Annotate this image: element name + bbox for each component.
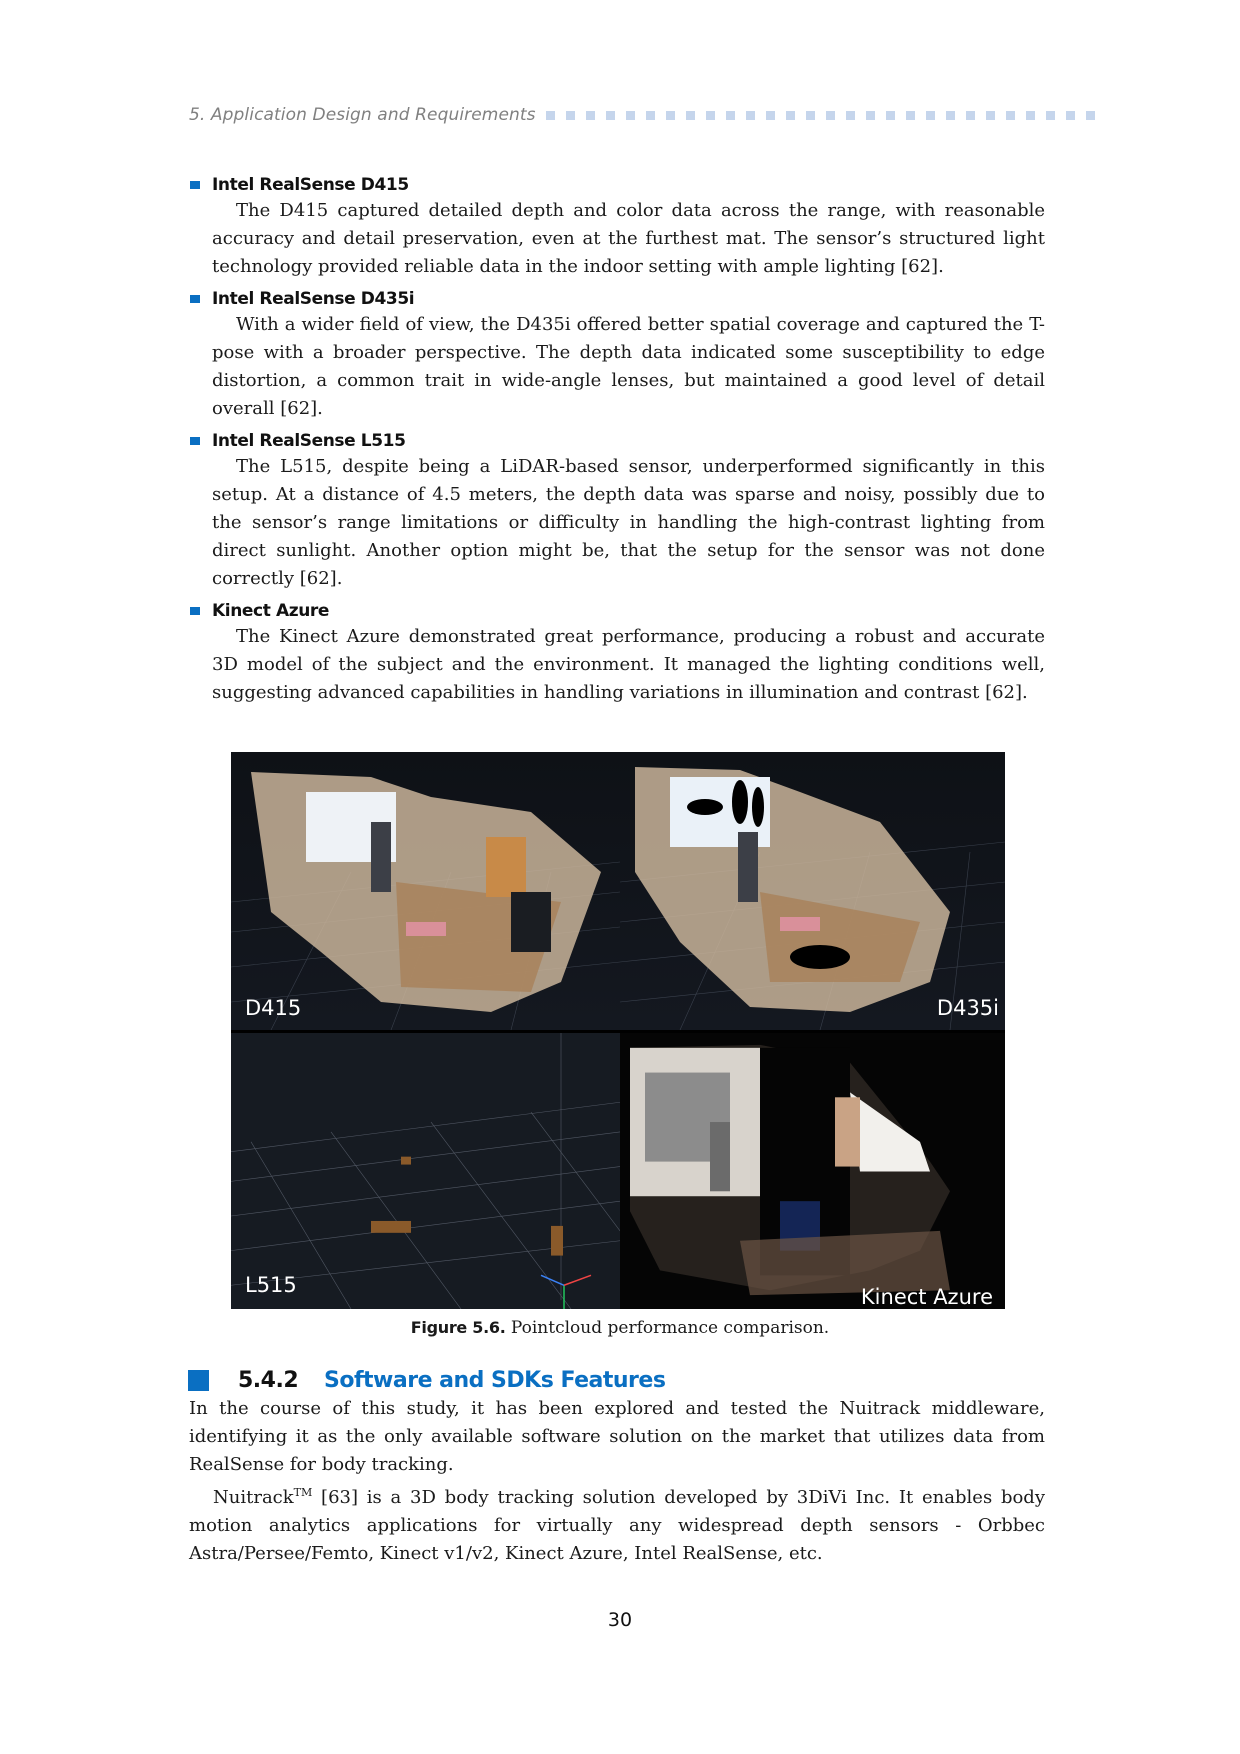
header-dot (746, 111, 755, 120)
item-title: Intel RealSense D415 (212, 175, 409, 195)
pointcloud-render-d435i (620, 752, 1005, 1030)
header-dot (586, 111, 595, 120)
header-dot (986, 111, 995, 120)
header-dot (546, 111, 555, 120)
square-bullet-icon (190, 295, 200, 303)
header-dot (866, 111, 875, 120)
square-bullet-icon (190, 181, 200, 189)
figure-panel-l515 (231, 1030, 620, 1309)
list-item-kinect-azure (189, 599, 1045, 707)
header-dot (686, 111, 695, 120)
figure-panel-kinect-azure (620, 1030, 1005, 1309)
header-dot (806, 111, 815, 120)
header-dot (826, 111, 835, 120)
list-item-d435i (189, 287, 1045, 423)
header-dot (1066, 111, 1075, 120)
item-body: With a wider field of view, the D435i offered better spatial coverage and captured the T-pose with a broader perspective. The depth data indicated some susceptibility to edge distortion, a common trait in wide-angle lenses, but maintained a good level of detail overall [62]. (212, 314, 1045, 419)
running-title: 5. Application Design and Requirements (189, 105, 536, 125)
item-title: Intel RealSense D435i (212, 289, 415, 309)
section-title: Software and SDKs Features (324, 1368, 666, 1393)
panel-label: L515 (245, 1273, 297, 1297)
paragraph-prefix: Nuitrack (213, 1487, 294, 1508)
figure-caption (0, 1318, 1240, 1338)
figure-caption-label: Figure 5.6. (410, 1318, 506, 1337)
header-dot (846, 111, 855, 120)
header-dot (566, 111, 575, 120)
header-dot (926, 111, 935, 120)
header-dot (666, 111, 675, 120)
running-header (189, 100, 1240, 130)
header-dot (626, 111, 635, 120)
header-dot (766, 111, 775, 120)
header-dot (1026, 111, 1035, 120)
panel-label: Kinect Azure (860, 1285, 993, 1309)
header-dot (1006, 111, 1015, 120)
header-dot (726, 111, 735, 120)
section-square-icon (188, 1370, 209, 1391)
paragraph (189, 1479, 1045, 1568)
panel-label: D415 (245, 996, 302, 1020)
header-dot-rule (546, 111, 1095, 120)
header-dot (786, 111, 795, 120)
header-dot (1046, 111, 1055, 120)
header-dot (706, 111, 715, 120)
pointcloud-render-kinect-azure (620, 1033, 1005, 1309)
panel-label: D435i (936, 996, 999, 1020)
figure-caption-text: Pointcloud performance comparison. (510, 1318, 830, 1338)
pointcloud-render-d415 (231, 752, 620, 1030)
header-dot (946, 111, 955, 120)
pointcloud-figure (231, 752, 1005, 1309)
item-body: The D415 captured detailed depth and color data across the range, with reasonable accuracy and detail preservation, even at the furthest mat. The sensor’s structured light technology provided reliable data in the indoor setting with ample lighting [62]. (212, 200, 1045, 277)
list-item-l515 (189, 429, 1045, 593)
header-dot (646, 111, 655, 120)
square-bullet-icon (190, 437, 200, 445)
item-body: The Kinect Azure demonstrated great performance, producing a robust and accurate 3D model of the subject and the environment. It managed the lighting conditions well, suggesting advanced capabilities in handling variations in illumination and contrast [62]. (212, 626, 1045, 703)
paragraph-rest: [63] is a 3D body tracking solution developed by 3DiVi Inc. It enables body motion analytics applications for virtually any widespread depth sensors - Orbbec Astra/Persee/Femto, Kinect v1/v2, Kinect Azure, Intel RealSense, etc. (189, 1487, 1045, 1564)
paragraph: In the course of this study, it has been explored and tested the Nuitrack middleware, identifying it as the only available software solution on the market that utilizes data from RealSense for body tracking. (189, 1398, 1045, 1475)
section-number: 5.4.2 (238, 1368, 299, 1393)
list-item-d415 (189, 173, 1045, 281)
figure-panel-d415 (231, 752, 620, 1030)
page-number: 30 (607, 1609, 633, 1631)
figure-panel-d435i (620, 752, 1005, 1030)
square-bullet-icon (190, 607, 200, 615)
item-title: Kinect Azure (212, 601, 330, 621)
header-dot (906, 111, 915, 120)
item-body: The L515, despite being a LiDAR-based sensor, underperformed significantly in this setup. At a distance of 4.5 meters, the depth data was sparse and noisy, possibly due to the sensor’s range limitations or difficulty in handling the high-contrast lighting from direct sunlight. Another option might be, that the setup for the sensor was not done correctly [62]. (212, 456, 1045, 589)
header-dot (1086, 111, 1095, 120)
header-dot (606, 111, 615, 120)
pointcloud-render-l515 (231, 1033, 620, 1309)
header-dot (966, 111, 975, 120)
section-heading (188, 1368, 665, 1393)
header-dot (886, 111, 895, 120)
item-title: Intel RealSense L515 (212, 431, 406, 451)
trademark-superscript: TM (293, 1486, 313, 1499)
